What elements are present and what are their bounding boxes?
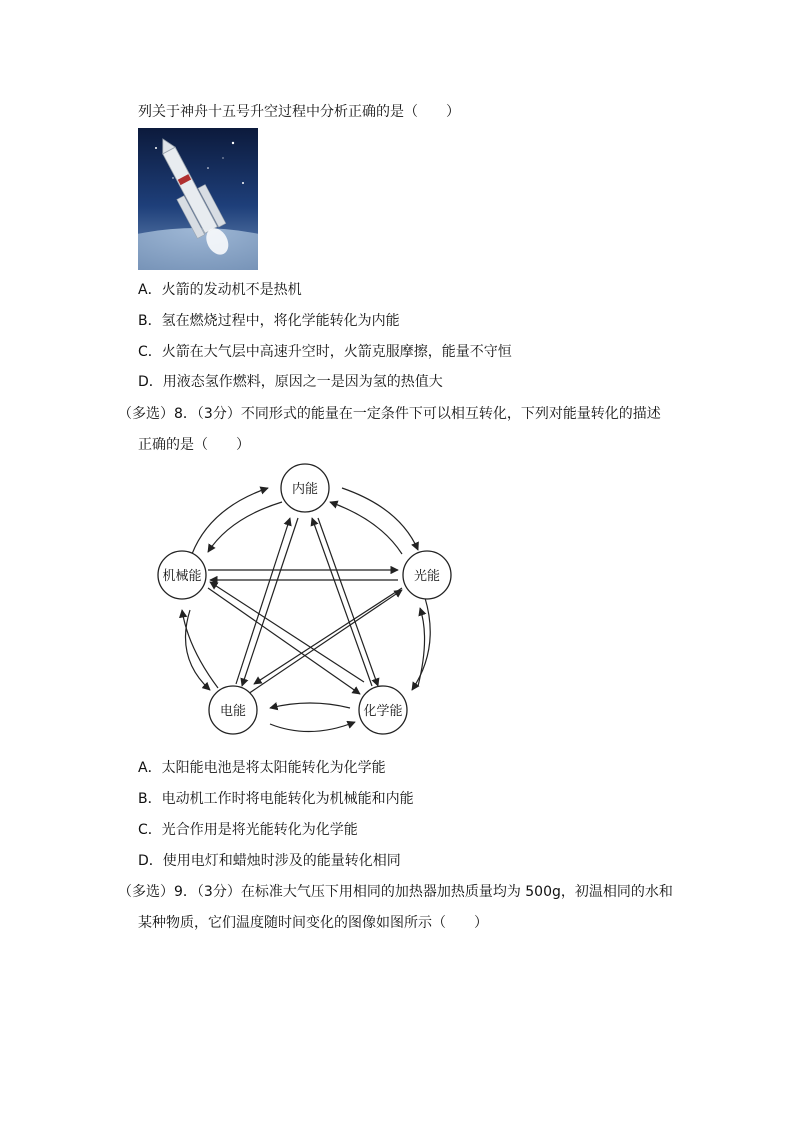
node-label: 光能 xyxy=(413,569,441,584)
q8-option-c: C．光合作用是将光能转化为化学能 xyxy=(138,822,358,838)
rocket-photo xyxy=(138,128,258,270)
q7-option-d: D．用液态氢作燃料，原因之一是因为氢的热值大 xyxy=(138,374,443,390)
q9-stem-line2: 某种物质，它们温度随时间变化的图像如图所示（ ） xyxy=(138,915,488,931)
node-label: 化学能 xyxy=(363,704,403,719)
node-label: 电能 xyxy=(219,704,247,719)
node-label: 内能 xyxy=(291,482,319,497)
q7-option-a: A．火箭的发动机不是热机 xyxy=(138,282,302,298)
q7-option-c: C．火箭在大气层中高速升空时，火箭克服摩擦，能量不守恒 xyxy=(138,344,512,360)
q7-option-b: B．氢在燃烧过程中，将化学能转化为内能 xyxy=(138,313,400,329)
q8-stem-line1: （多选）8．（3分）不同形式的能量在一定条件下可以相互转化，下列对能量转化的描述 xyxy=(118,406,661,422)
q8-option-b: B．电动机工作时将电能转化为机械能和内能 xyxy=(138,791,414,807)
q8-option-d: D．使用电灯和蜡烛时涉及的能量转化相同 xyxy=(138,853,401,869)
node-label: 机械能 xyxy=(162,569,202,584)
energy-conversion-diagram xyxy=(150,458,460,752)
q8-stem-line2: 正确的是（ ） xyxy=(138,437,250,453)
q7-stem: 列关于神舟十五号升空过程中分析正确的是（ ） xyxy=(138,104,460,120)
q9-stem-line1: （多选）9．（3分）在标准大气压下用相同的加热器加热质量均为 500g，初温相同的水和 xyxy=(118,884,673,900)
q8-option-a: A．太阳能电池是将太阳能转化为化学能 xyxy=(138,760,386,776)
